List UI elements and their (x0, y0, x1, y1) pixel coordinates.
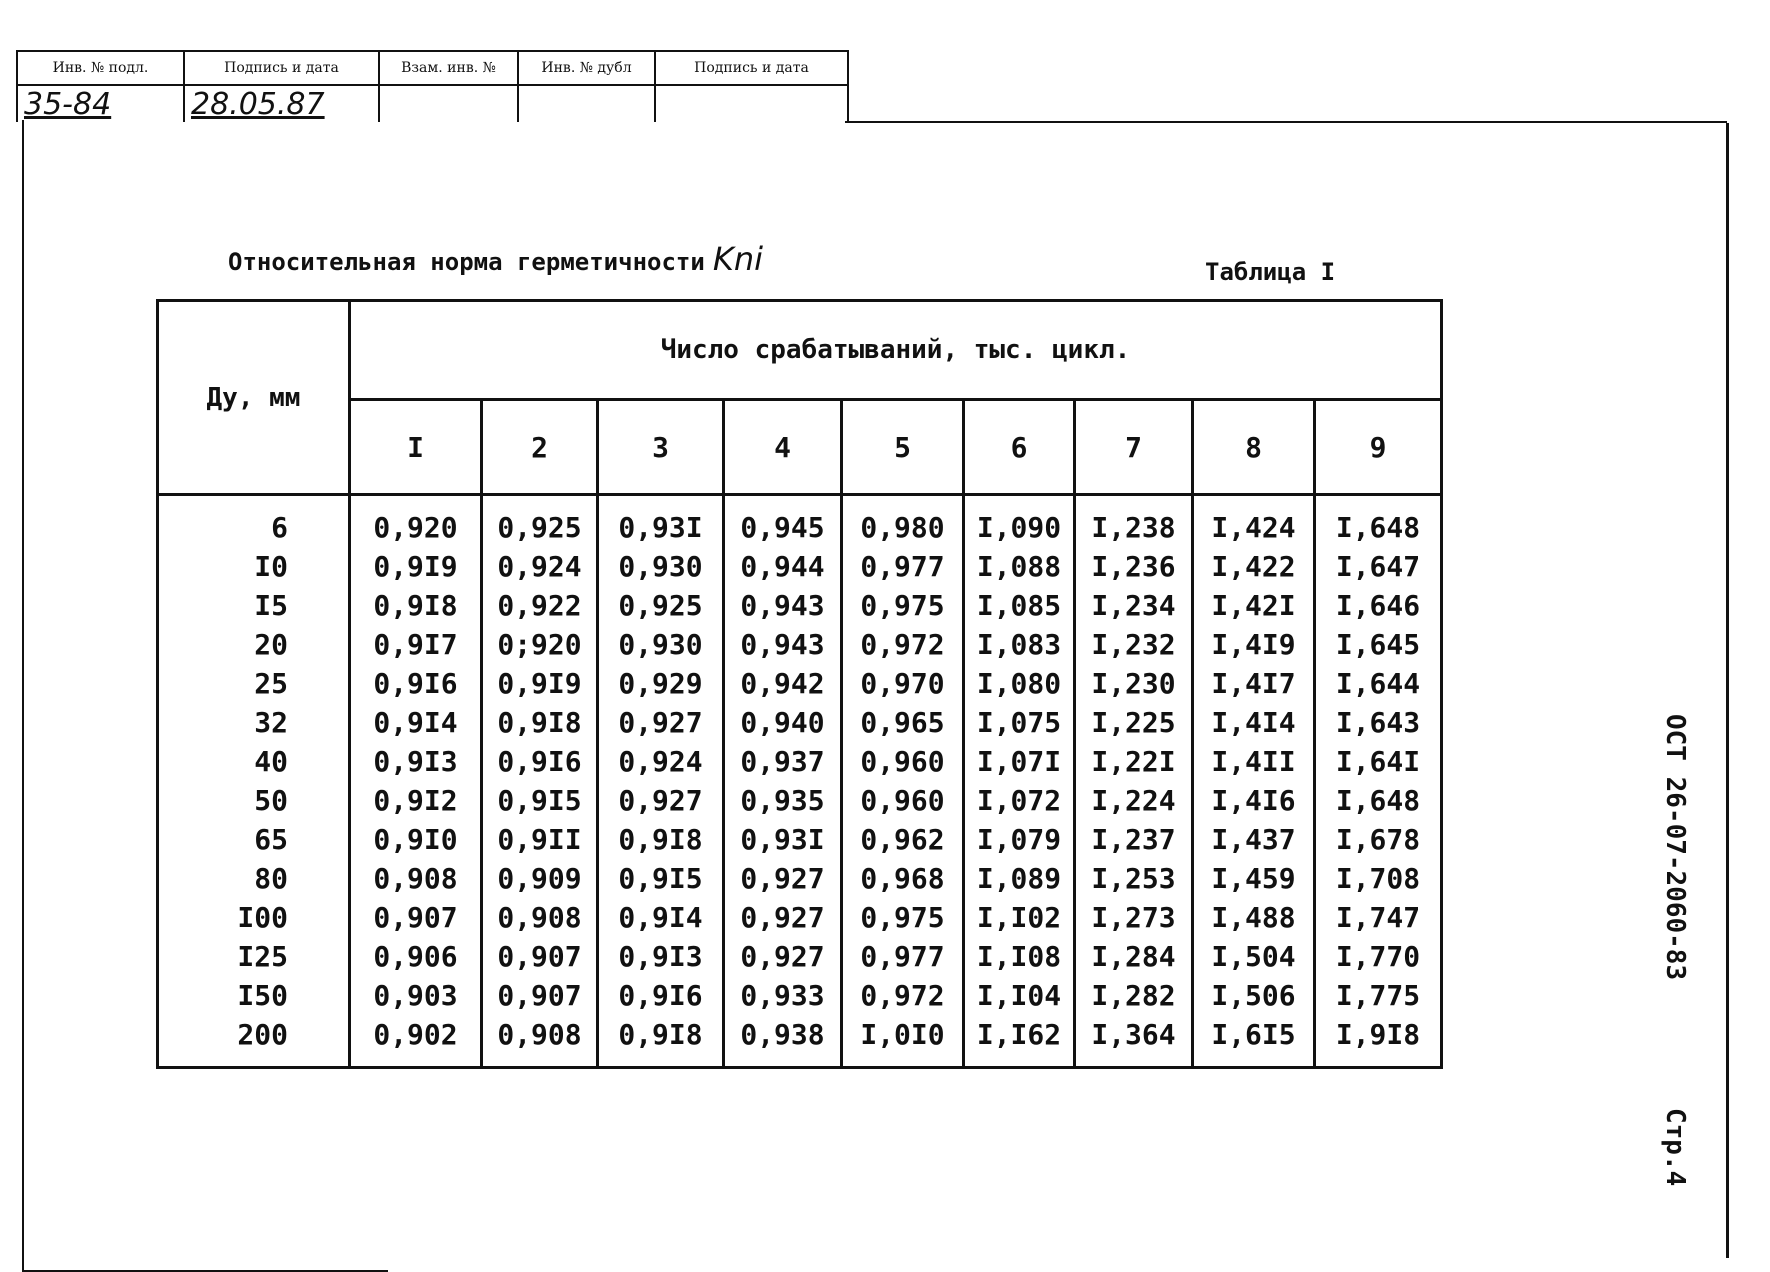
table-row (158, 1015, 1442, 1068)
dy-header: Ду, мм (158, 301, 350, 495)
value-cell: 0,927 (724, 937, 842, 976)
value-cell: 0,93I (724, 820, 842, 859)
cycles-header: Число срабатываний, тыс. цикл. (350, 301, 1442, 400)
value-cell: I,648 (1315, 495, 1442, 548)
dy-cell: 40 (254, 745, 288, 778)
value-cell: 0,927 (724, 898, 842, 937)
value-cell: I,488 (1193, 898, 1315, 937)
table-number-label: Таблица I (1205, 258, 1336, 286)
value-cell: 0,9I3 (350, 742, 482, 781)
frame-right-line (1726, 123, 1729, 1258)
value-cell: 0,902 (350, 1015, 482, 1068)
value-cell: I,708 (1315, 859, 1442, 898)
value-cell: I,6I5 (1193, 1015, 1315, 1068)
column-number-header: 3 (598, 400, 724, 495)
value-cell: 0,922 (482, 586, 598, 625)
column-number-header: 8 (1193, 400, 1315, 495)
dy-cell: 20 (254, 628, 288, 661)
value-cell: 0,9I4 (598, 898, 724, 937)
stamp-signature-date: 28.05.87 (185, 86, 380, 122)
value-cell: 0,975 (842, 586, 964, 625)
value-cell: I,282 (1075, 976, 1193, 1015)
value-cell: 0;920 (482, 625, 598, 664)
stamp-inventory-number: 35-84 (18, 86, 185, 122)
document-code: ОСТ 26-07-2060-83 (1660, 714, 1690, 981)
value-cell: 0,940 (724, 703, 842, 742)
value-cell: 0,960 (842, 781, 964, 820)
value-cell: 0,9I9 (482, 664, 598, 703)
value-cell: 0,9I2 (350, 781, 482, 820)
column-number-header: I (350, 400, 482, 495)
dy-cell: 6 (271, 511, 288, 544)
value-cell: I,4II (1193, 742, 1315, 781)
stamp-header: Подпись и дата (656, 52, 847, 86)
value-cell: I,747 (1315, 898, 1442, 937)
value-cell: I,080 (964, 664, 1075, 703)
stamp-header: Взам. инв. № (380, 52, 519, 86)
value-cell: I,273 (1075, 898, 1193, 937)
value-cell: 0,945 (724, 495, 842, 548)
value-cell: 0,924 (598, 742, 724, 781)
value-cell: I,234 (1075, 586, 1193, 625)
value-cell: 0,925 (482, 495, 598, 548)
value-cell: I,437 (1193, 820, 1315, 859)
column-number-header: 9 (1315, 400, 1442, 495)
value-cell: I,678 (1315, 820, 1442, 859)
frame-left-line (22, 120, 24, 1270)
value-cell: 0,970 (842, 664, 964, 703)
value-cell: I,230 (1075, 664, 1193, 703)
table-row (158, 859, 1442, 898)
value-cell: 0,927 (598, 703, 724, 742)
column-number-row (158, 400, 1442, 495)
value-cell: I,I62 (964, 1015, 1075, 1068)
value-cell: 0,9II (482, 820, 598, 859)
value-cell: 0,9I8 (482, 703, 598, 742)
value-cell: 0,9I5 (482, 781, 598, 820)
value-cell: 0,9I8 (598, 1015, 724, 1068)
value-cell: I,22I (1075, 742, 1193, 781)
value-cell: I,364 (1075, 1015, 1193, 1068)
value-cell: I,083 (964, 625, 1075, 664)
column-number-header: 4 (724, 400, 842, 495)
value-cell: I,07I (964, 742, 1075, 781)
table-row (158, 547, 1442, 586)
value-cell: 0,930 (598, 625, 724, 664)
dy-cell: I25 (237, 940, 288, 973)
dy-cell: I5 (254, 589, 288, 622)
value-cell: 0,925 (598, 586, 724, 625)
value-cell: I,224 (1075, 781, 1193, 820)
value-cell: 0,920 (350, 495, 482, 548)
value-cell: I,645 (1315, 625, 1442, 664)
stamp-cell (519, 86, 656, 122)
table-row (158, 898, 1442, 937)
table-row (158, 664, 1442, 703)
value-cell: 0,9I0 (350, 820, 482, 859)
approval-stamp (16, 50, 849, 122)
table-row (158, 781, 1442, 820)
value-cell: 0,938 (724, 1015, 842, 1068)
table-row (158, 495, 1442, 548)
value-cell: I,648 (1315, 781, 1442, 820)
dy-cell: 200 (237, 1018, 288, 1051)
value-cell: 0,9I5 (598, 859, 724, 898)
value-cell: 0,93I (598, 495, 724, 548)
dy-cell: I0 (254, 550, 288, 583)
value-cell: I,238 (1075, 495, 1193, 548)
table-row (158, 742, 1442, 781)
value-cell: I,9I8 (1315, 1015, 1442, 1068)
dy-cell: I00 (237, 901, 288, 934)
frame-top-line (845, 121, 1727, 123)
value-cell: 0,975 (842, 898, 964, 937)
value-cell: I,64I (1315, 742, 1442, 781)
value-cell: 0,908 (482, 898, 598, 937)
value-cell: 0,903 (350, 976, 482, 1015)
value-cell: 0,965 (842, 703, 964, 742)
value-cell: 0,907 (350, 898, 482, 937)
value-cell: I,085 (964, 586, 1075, 625)
value-cell: 0,9I8 (350, 586, 482, 625)
value-cell: 0,972 (842, 625, 964, 664)
value-cell: 0,909 (482, 859, 598, 898)
value-cell: I,090 (964, 495, 1075, 548)
value-cell: I,4I9 (1193, 625, 1315, 664)
dy-cell: I50 (237, 979, 288, 1012)
dy-cell: 25 (254, 667, 288, 700)
value-cell: I,422 (1193, 547, 1315, 586)
table-row (158, 820, 1442, 859)
column-number-header: 7 (1075, 400, 1193, 495)
value-cell: I,237 (1075, 820, 1193, 859)
value-cell: 0,943 (724, 586, 842, 625)
value-cell: 0,935 (724, 781, 842, 820)
value-cell: I,079 (964, 820, 1075, 859)
value-cell: I,643 (1315, 703, 1442, 742)
value-cell: I,072 (964, 781, 1075, 820)
value-cell: I,088 (964, 547, 1075, 586)
stamp-cell (380, 86, 519, 122)
dy-cell: 50 (254, 784, 288, 817)
value-cell: 0,929 (598, 664, 724, 703)
value-cell: I,I04 (964, 976, 1075, 1015)
column-number-header: 5 (842, 400, 964, 495)
value-cell: 0,924 (482, 547, 598, 586)
value-cell: I,775 (1315, 976, 1442, 1015)
value-cell: I,42I (1193, 586, 1315, 625)
value-cell: 0,9I6 (598, 976, 724, 1015)
value-cell: I,089 (964, 859, 1075, 898)
dy-cell: 80 (254, 862, 288, 895)
table-row (158, 976, 1442, 1015)
table-row (158, 703, 1442, 742)
value-cell: I,424 (1193, 495, 1315, 548)
stamp-header: Инв. № дубл (519, 52, 656, 86)
value-cell: I,644 (1315, 664, 1442, 703)
value-cell: 0,942 (724, 664, 842, 703)
table-row (158, 586, 1442, 625)
value-cell: 0,9I7 (350, 625, 482, 664)
dy-cell: 32 (254, 706, 288, 739)
value-cell: 0,9I8 (598, 820, 724, 859)
table-row (158, 937, 1442, 976)
stamp-cell (656, 86, 847, 122)
table-row (158, 625, 1442, 664)
value-cell: I,647 (1315, 547, 1442, 586)
value-cell: I,236 (1075, 547, 1193, 586)
value-cell: 0,9I4 (350, 703, 482, 742)
title-symbol: Kni (712, 240, 763, 278)
table-title (228, 240, 763, 278)
value-cell: 0,977 (842, 547, 964, 586)
dy-cell: 65 (254, 823, 288, 856)
value-cell: 0,933 (724, 976, 842, 1015)
value-cell: I,506 (1193, 976, 1315, 1015)
value-cell: 0,930 (598, 547, 724, 586)
value-cell: 0,968 (842, 859, 964, 898)
value-cell: I,4I6 (1193, 781, 1315, 820)
value-cell: 0,977 (842, 937, 964, 976)
value-cell: I,284 (1075, 937, 1193, 976)
stamp-header: Подпись и дата (185, 52, 380, 86)
value-cell: 0,960 (842, 742, 964, 781)
value-cell: 0,927 (724, 859, 842, 898)
value-cell: 0,927 (598, 781, 724, 820)
value-cell: I,232 (1075, 625, 1193, 664)
value-cell: 0,908 (350, 859, 482, 898)
column-number-header: 2 (482, 400, 598, 495)
value-cell: 0,9I3 (598, 937, 724, 976)
value-cell: 0,980 (842, 495, 964, 548)
value-cell: 0,943 (724, 625, 842, 664)
value-cell: 0,906 (350, 937, 482, 976)
value-cell: 0,944 (724, 547, 842, 586)
value-cell: I,253 (1075, 859, 1193, 898)
value-cell: I,459 (1193, 859, 1315, 898)
value-cell: 0,9I6 (350, 664, 482, 703)
page-number: Стр.4 (1660, 1108, 1690, 1187)
tightness-table (156, 299, 1443, 1069)
value-cell: I,646 (1315, 586, 1442, 625)
value-cell: 0,908 (482, 1015, 598, 1068)
value-cell: 0,9I9 (350, 547, 482, 586)
value-cell: I,504 (1193, 937, 1315, 976)
value-cell: 0,907 (482, 937, 598, 976)
stamp-header: Инв. № подл. (18, 52, 185, 86)
value-cell: I,I08 (964, 937, 1075, 976)
value-cell: 0,9I6 (482, 742, 598, 781)
value-cell: 0,962 (842, 820, 964, 859)
value-cell: 0,937 (724, 742, 842, 781)
title-text: Относительная норма герметичности (228, 248, 705, 276)
value-cell: I,I02 (964, 898, 1075, 937)
value-cell: I,4I4 (1193, 703, 1315, 742)
value-cell: I,225 (1075, 703, 1193, 742)
value-cell: 0,907 (482, 976, 598, 1015)
value-cell: I,770 (1315, 937, 1442, 976)
value-cell: I,075 (964, 703, 1075, 742)
value-cell: I,4I7 (1193, 664, 1315, 703)
value-cell: I,0I0 (842, 1015, 964, 1068)
column-number-header: 6 (964, 400, 1075, 495)
value-cell: 0,972 (842, 976, 964, 1015)
